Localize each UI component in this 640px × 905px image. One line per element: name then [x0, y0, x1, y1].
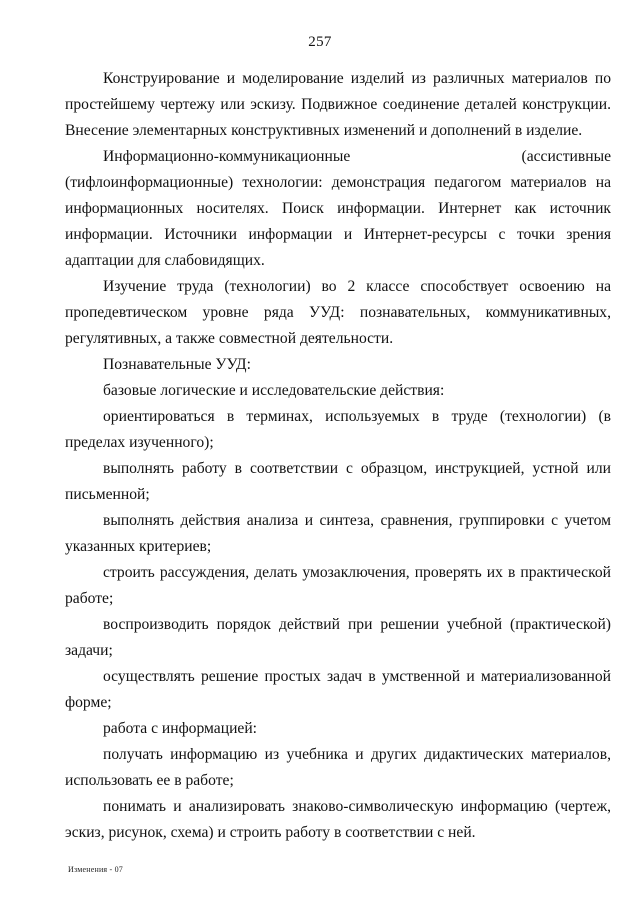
paragraph-info-work: работа с информацией: — [103, 720, 258, 737]
paragraph-cognitive-uud-heading: Познавательные УУД: — [103, 356, 251, 373]
body-text — [65, 66, 611, 846]
list-item-symbolic-info: понимать и анализировать знаково-символическую информацию (чертеж, эскиз, рисунок, схема) и строить работу в соответствии с ней. — [65, 798, 611, 841]
paragraph-grade2-uud: Изучение труда (технологии) во 2 классе способствует освоению на пропедевтическом уровне ряда УУД: познавательных, коммуникативных, регулятивных, а также совместной деятельности. — [65, 278, 611, 347]
list-item-work-by-sample: выполнять работу в соответствии с образцом, инструкцией, устной или письменной; — [65, 460, 611, 503]
page-number: 257 — [308, 34, 332, 50]
list-item-simple-tasks: осуществлять решение простых задач в умственной и материализованной форме; — [65, 668, 611, 711]
paragraph-construction: Конструирование и моделирование изделий из различных материалов по простейшему чертежу или эскизу. Подвижное соединение деталей конструкции. Внесение элементарных конструктивных изменений и дополнений в изделие. — [65, 70, 611, 139]
list-item-analysis-synthesis: выполнять действия анализа и синтеза, сравнения, группировки с учетом указанных критериев; — [65, 512, 611, 555]
paragraph-logical-actions: базовые логические и исследовательские действия: — [103, 382, 445, 399]
list-item-terms: ориентироваться в терминах, используемых в труде (технологии) (в пределах изученного); — [65, 408, 611, 451]
list-item-reasoning: строить рассуждения, делать умозаключения, проверять их в практической работе; — [65, 564, 611, 607]
list-item-action-order: воспроизводить порядок действий при решении учебной (практической) задачи; — [65, 616, 611, 659]
list-item-get-info: получать информацию из учебника и других дидактических материалов, использовать ее в работе; — [65, 746, 611, 789]
footer-revision-note: Изменения - 07 — [68, 865, 123, 874]
paragraph-ict: Информационно-коммуникационные (ассистивные (тифлоинформационные) технологии: демонстрация педагогом материалов на информационных носителях. Поиск информации. Интернет как источник информации. Источники информации и Интернет-ресурсы с точки зрения адаптации для слабовидящих. — [65, 148, 611, 269]
